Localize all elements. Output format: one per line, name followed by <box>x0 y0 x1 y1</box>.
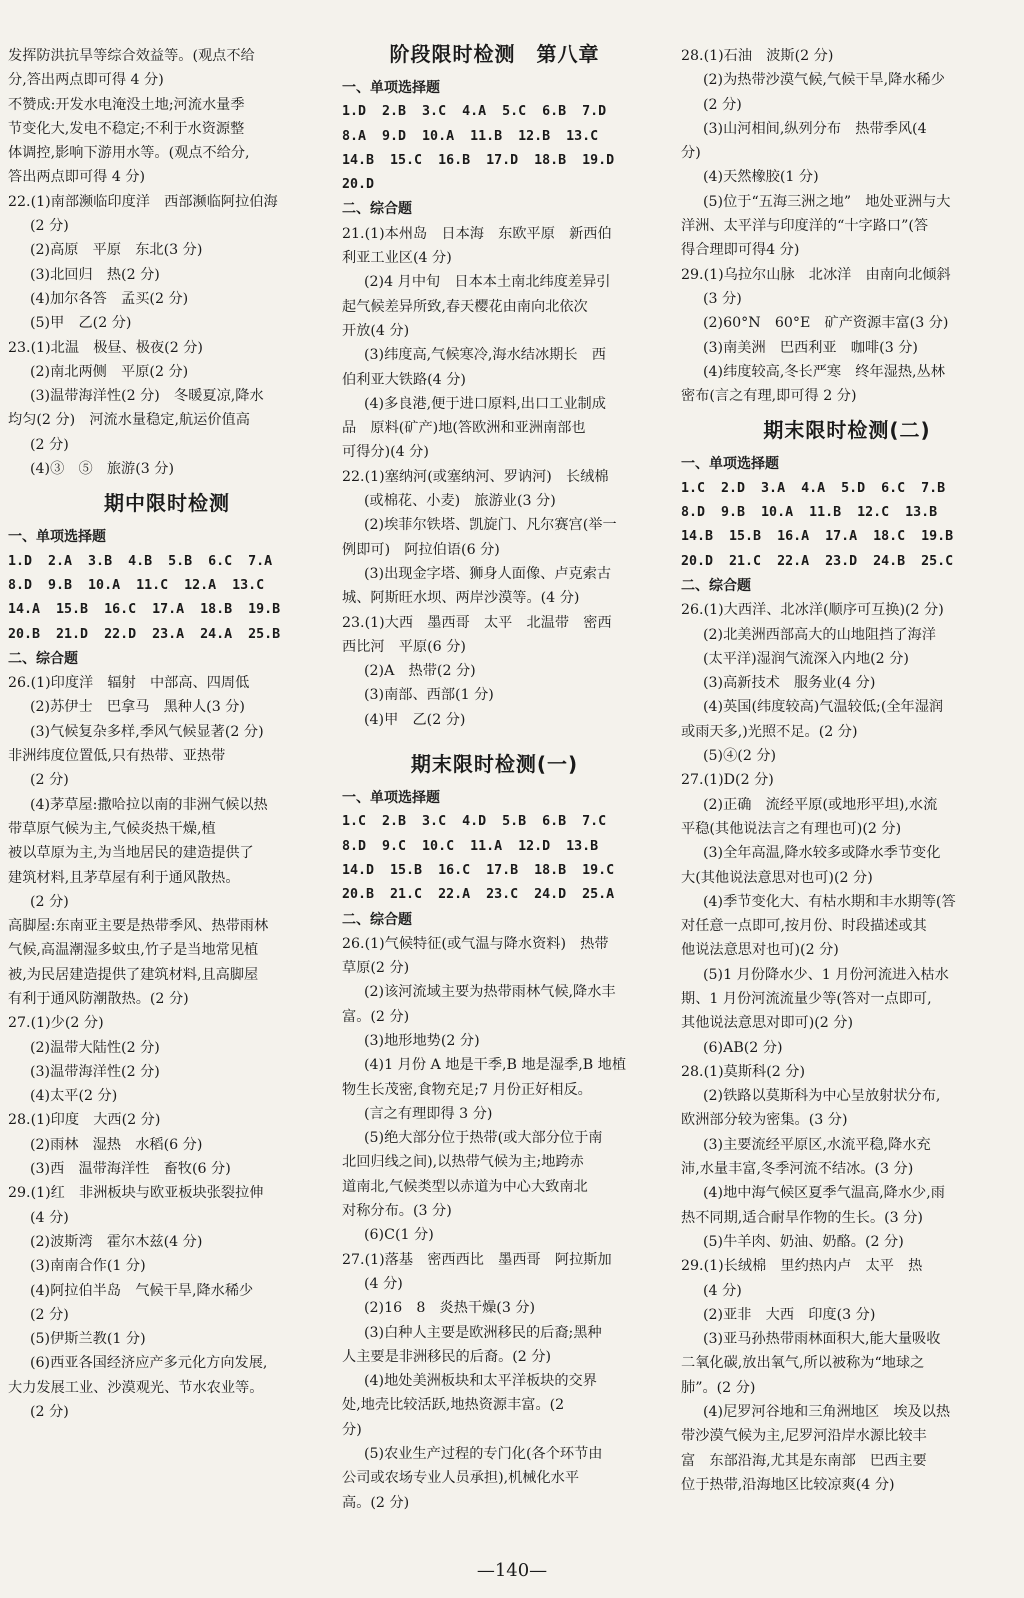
answer-line: (3)高新技术 服务业(4 分) <box>703 675 876 692</box>
answer-line: (4)太平(2 分) <box>30 1088 118 1105</box>
answer-line: (4)地处美洲板块和太平洋板块的交界 <box>364 1373 597 1390</box>
answer-line: (4)加尔各答 孟买(2 分) <box>30 290 189 307</box>
answer-line: 26.(1)大西洋、北冰洋(顺序可互换)(2 分) <box>681 602 944 619</box>
answer-line: 草原(2 分) <box>342 960 410 977</box>
answer-line: (5)1 月份降水少、1 月份河流进入枯水 <box>703 966 949 983</box>
answer-line: 体调控,影响下游用水等。(观点不给分, <box>8 145 250 162</box>
section-title-midterm: 期中限时检测 <box>104 491 230 516</box>
answer-line: (4)季节变化大、有枯水期和丰水期等(答 <box>703 893 956 910</box>
answer-line: 得合理即可得4 分) <box>681 242 800 259</box>
answer-line: (4)阿拉伯半岛 气候干旱,降水稀少 <box>30 1282 254 1299</box>
answer-line: 分) <box>342 1421 362 1438</box>
answer-line: 29.(1)红 非洲板块与欧亚板块张裂拉伸 <box>8 1185 264 1202</box>
answer-line: 或雨天多,)光照不足。(2 分) <box>681 723 858 740</box>
answer-line: 带沙漠气候为主,尼罗河沿岸水源比较丰 <box>681 1428 927 1445</box>
answer-line: 处,地壳比较活跃,地热资源丰富。(2 <box>342 1397 565 1414</box>
answer-line: 均匀(2 分) 河流水量稳定,航运价值高 <box>8 412 250 429</box>
choice-answer-row: 8.A 9.D 10.A 11.B 12.B 13.C <box>342 128 599 144</box>
answer-line: 23.(1)大西 墨西哥 太平 北温带 密西 <box>342 614 612 631</box>
answer-line: (5)农业生产过程的专门化(各个环节由 <box>364 1446 603 1463</box>
answer-line: (2)雨林 湿热 水稻(6 分) <box>30 1136 203 1153</box>
answer-line: 27.(1)D(2 分) <box>681 772 774 789</box>
answer-line: (3)白种人主要是欧洲移民的后裔;黑种 <box>364 1324 602 1341</box>
answer-line: (2 分) <box>703 96 742 113</box>
section-heading-comprehensive: 二、综合题 <box>342 201 412 218</box>
answer-line: (2 分) <box>30 218 69 235</box>
answer-line: (5)④(2 分) <box>703 748 777 765</box>
answers-block <box>8 44 326 481</box>
choice-answer-row: 14.B 15.C 16.B 17.D 18.B 19.D <box>342 152 615 168</box>
answer-line: 29.(1)长绒棉 里约热内卢 太平 热 <box>681 1258 923 1275</box>
answer-line: (2)埃菲尔铁塔、凯旋门、凡尔赛宫(举一 <box>364 517 617 534</box>
answer-line: 公司或农场专业人员承担),机械化水平 <box>342 1470 580 1487</box>
answer-line: 建筑材料,且茅草屋有利于通风散热。 <box>8 869 240 886</box>
answer-line: 27.(1)少(2 分) <box>8 1015 104 1032</box>
page-number: —140— <box>476 1560 548 1581</box>
answer-line: (或棉花、小麦) 旅游业(3 分) <box>364 493 556 510</box>
answer-line: (3)南南合作(1 分) <box>30 1258 146 1275</box>
answers-block <box>681 598 1013 1497</box>
answer-line: (4 分) <box>30 1209 69 1226</box>
answer-line: 人主要是非洲移民的后裔。(2 分) <box>342 1348 552 1365</box>
answer-line: 发挥防洪抗旱等综合效益等。(观点不给 <box>8 48 255 64</box>
column-right <box>681 44 1013 1497</box>
answer-line: (4)甲 乙(2 分) <box>364 711 466 728</box>
answer-line: (2)南北两侧 平原(2 分) <box>30 363 189 380</box>
answer-line: (2)16 8 炎热干燥(3 分) <box>364 1300 536 1317</box>
answer-line: (2)苏伊士 巴拿马 黑种人(3 分) <box>30 699 245 716</box>
choice-answers <box>681 477 1013 574</box>
choice-answer-row: 1.D 2.A 3.B 4.B 5.B 6.C 7.A <box>8 553 273 569</box>
answer-line: 密布(言之有理,即可得 2 分) <box>681 388 857 405</box>
section-heading-comprehensive: 二、综合题 <box>8 650 78 667</box>
answer-line: 气候,高温潮湿多蚊虫,竹子是当地常见植 <box>8 942 259 959</box>
section-heading-comprehensive: 二、综合题 <box>342 911 412 928</box>
answer-line: (4)茅草屋:撒哈拉以南的非洲气候以热 <box>30 796 268 813</box>
answer-line: (2)为热带沙漠气候,气候干旱,降水稀少 <box>703 72 945 89</box>
answer-line: (2)波斯湾 霍尔木兹(4 分) <box>30 1233 203 1250</box>
answer-line: 21.(1)本州岛 日本海 东欧平原 新西伯 <box>342 225 612 242</box>
choice-answer-row: 14.A 15.B 16.C 17.A 18.B 19.B <box>8 602 281 618</box>
choice-answer-row: 1.C 2.D 3.A 4.A 5.D 6.C 7.B <box>681 480 946 496</box>
choice-answer-row: 20.B 21.D 22.D 23.A 24.A 25.B <box>8 626 281 642</box>
answer-line: 被以草原为主,为当地居民的建造提供了 <box>8 845 254 862</box>
answer-line: (言之有理即得 3 分) <box>364 1105 493 1122</box>
answer-line: 答出两点即可得 4 分) <box>8 169 146 186</box>
answers-block <box>342 932 647 1515</box>
answer-line: (2)温带大陆性(2 分) <box>30 1039 160 1056</box>
answer-line: (太平洋)湿润气流深入内地(2 分) <box>703 650 909 667</box>
answer-line: 富。(2 分) <box>342 1008 410 1025</box>
answer-line: 平稳(其他说法言之有理也可)(2 分) <box>681 820 902 837</box>
answer-line: 二氧化碳,放出氧气,所以被称为“地球之 <box>681 1355 925 1372</box>
answer-line: (3)温带海洋性(2 分) <box>30 1063 160 1080</box>
answer-line: 23.(1)北温 极昼、极夜(2 分) <box>8 339 203 356</box>
answer-line: (3)山河相间,纵列分布 热带季风(4 <box>703 120 927 137</box>
answer-line: 带草原气候为主,气候炎热干燥,植 <box>8 820 216 837</box>
answer-line: (3)北回归 热(2 分) <box>30 266 160 283</box>
section-title-final-1: 期末限时检测(一) <box>410 752 579 777</box>
answer-line: (3)南美洲 巴西利亚 咖啡(3 分) <box>703 339 918 356</box>
answer-line: (4)纬度较高,冬长严寒 终年湿热,丛林 <box>703 363 945 380</box>
answers-block <box>342 222 647 732</box>
answer-line: 北回归线之间),以热带气候为主;地跨赤 <box>342 1154 584 1171</box>
answer-line: (2)亚非 大西 印度(3 分) <box>703 1306 876 1323</box>
answer-line: 不赞成:开发水电淹没土地;河流水量季 <box>8 96 245 113</box>
answer-line: (2 分) <box>30 1404 69 1421</box>
answer-line: 道南北,气候类型以赤道为中心大致南北 <box>342 1178 588 1195</box>
answer-line: 开放(4 分) <box>342 322 410 339</box>
answer-line: 其他说法意思对即可)(2 分) <box>681 1015 854 1032</box>
answer-line: 欧洲部分较为密集。(3 分) <box>681 1112 848 1129</box>
answer-line: (2 分) <box>30 893 69 910</box>
section-heading-choice: 一、单项选择题 <box>342 80 440 96</box>
answer-line: (4)③ ⑤ 旅游(3 分) <box>30 461 175 478</box>
answer-line: 大力发展工业、沙漠观光、节水农业等。 <box>8 1379 264 1396</box>
answer-line: 沛,水量丰富,冬季河流不结冰。(3 分) <box>681 1161 914 1178</box>
answer-line: 高。(2 分) <box>342 1494 410 1511</box>
answer-line: (2)该河流域主要为热带雨林气候,降水丰 <box>364 984 616 1001</box>
answer-line: 26.(1)气候特征(或气温与降水资料) 热带 <box>342 935 609 952</box>
answer-line: 对任意一点即可,按月份、时段描述或其 <box>681 918 927 935</box>
section-heading-choice: 一、单项选择题 <box>681 456 779 473</box>
answer-line: 洋洲、太平洋与印度洋的“十字路口”(答 <box>681 218 929 235</box>
choice-answers <box>342 100 647 197</box>
answer-line: 非洲纬度位置低,只有热带、亚热带 <box>8 748 226 765</box>
answer-line: (2)正确 流经平原(或地形平坦),水流 <box>703 796 938 813</box>
answer-line: 位于热带,沿海地区比较凉爽(4 分) <box>681 1476 895 1493</box>
answer-line: (5)伊斯兰教(1 分) <box>30 1331 146 1348</box>
answer-line: (2)高原 平原 东北(3 分) <box>30 242 203 259</box>
answer-line: (4)1 月份 A 地是干季,B 地是湿季,B 地植 <box>364 1057 627 1074</box>
answer-line: (6)西亚各国经济应产多元化方向发展, <box>30 1355 268 1372</box>
choice-answer-row: 14.D 15.B 16.C 17.B 18.B 19.C <box>342 862 615 878</box>
choice-answer-row: 14.B 15.B 16.A 17.A 18.C 19.B <box>681 529 954 545</box>
answer-line: (3)地形地势(2 分) <box>364 1032 480 1049</box>
answer-line: (2 分) <box>30 772 69 789</box>
choice-answer-row: 20.D <box>342 177 375 193</box>
answer-line: (3)亚马孙热带雨林面积大,能大量吸收 <box>703 1331 941 1348</box>
answer-line: (3)温带海洋性(2 分) 冬暖夏凉,降水 <box>30 388 264 405</box>
section-title-final-2: 期末限时检测(二) <box>763 418 931 443</box>
section-heading-choice: 一、单项选择题 <box>342 790 440 807</box>
choice-answer-row: 20.B 21.C 22.A 23.C 24.D 25.A <box>342 887 615 903</box>
answer-line: (5)位于“五海三洲之地” 地处亚洲与大 <box>703 193 951 210</box>
answers-block <box>8 671 326 1424</box>
column-left <box>8 44 326 1424</box>
answer-line: (4)地中海气候区夏季气温高,降水少,雨 <box>703 1185 945 1202</box>
answer-line: (6)AB(2 分) <box>703 1039 783 1056</box>
answer-line: (3)全年高温,降水较多或降水季节变化 <box>703 845 941 862</box>
choice-answer-row: 8.D 9.B 10.A 11.C 12.A 13.C <box>8 577 265 593</box>
answer-line: (3 分) <box>703 290 742 307</box>
choice-answers <box>8 550 326 647</box>
answer-line: (4)英国(纬度较高)气温较低;(全年湿润 <box>703 699 944 716</box>
answer-line: 分,答出两点即可得 4 分) <box>8 72 164 89</box>
section-title-chapter8: 阶段限时检测 第八章 <box>389 42 600 66</box>
choice-answers <box>342 810 647 907</box>
answer-line: (5)甲 乙(2 分) <box>30 315 132 332</box>
answer-line: 品 原料(矿产)地(答欧洲和亚洲南部也 <box>342 420 586 437</box>
choice-answer-row: 1.D 2.B 3.C 4.A 5.C 6.B 7.D <box>342 104 607 120</box>
answer-line: 28.(1)石油 波斯(2 分) <box>681 48 834 64</box>
answer-line: (2 分) <box>30 436 69 453</box>
answer-line: 节变化大,发电不稳定;不利于水资源整 <box>8 120 245 137</box>
answer-line: (2)4 月中旬 日本本土南北纬度差异引 <box>364 274 611 291</box>
section-heading-comprehensive: 二、综合题 <box>681 577 751 594</box>
answer-line: 起气候差异所致,春天樱花由南向北依次 <box>342 298 588 315</box>
answer-line: 28.(1)莫斯科(2 分) <box>681 1063 806 1080</box>
answer-line: 高脚屋:东南亚主要是热带季风、热带雨林 <box>8 918 269 935</box>
choice-answer-row: 8.D 9.B 10.A 11.B 12.C 13.B <box>681 505 938 521</box>
answer-line: (3)纬度高,气候寒冷,海水结冰期长 西 <box>364 347 606 364</box>
answer-line: 22.(1)塞纳河(或塞纳河、罗讷河) 长绒棉 <box>342 468 609 485</box>
answer-line: (2 分) <box>30 1306 69 1323</box>
answer-line: 可得分)(4 分) <box>342 444 429 461</box>
answer-line: 22.(1)南部濒临印度洋 西部濒临阿拉伯海 <box>8 193 278 210</box>
answer-line: 对称分布。(3 分) <box>342 1203 452 1220</box>
answer-line: 富 东部沿海,尤其是东南部 巴西主要 <box>681 1452 927 1469</box>
answer-line: 有利于通风防潮散热。(2 分) <box>8 990 189 1007</box>
answer-line: 被,为民居建造提供了建筑材料,且高脚屋 <box>8 966 259 983</box>
answer-line: (4)天然橡胶(1 分) <box>703 169 819 186</box>
column-middle <box>342 44 647 1515</box>
answer-line: (3)气候复杂多样,季风气候显著(2 分) <box>30 723 264 740</box>
answer-line: 肺”。(2 分) <box>681 1379 756 1396</box>
answer-line: 26.(1)印度洋 辐射 中部高、四周低 <box>8 675 250 692</box>
answers-block <box>681 44 1013 408</box>
answer-line: (4 分) <box>364 1275 403 1292</box>
answer-line: 29.(1)乌拉尔山脉 北冰洋 由南向北倾斜 <box>681 266 951 283</box>
answer-line: 热不同期,适合耐旱作物的生长。(3 分) <box>681 1209 923 1226</box>
answer-line: (4 分) <box>703 1282 742 1299</box>
answer-line: 28.(1)印度 大西(2 分) <box>8 1112 161 1129</box>
answer-line: (3)出现金字塔、狮身人面像、卢克索古 <box>364 565 612 582</box>
choice-answer-row: 20.D 21.C 22.A 23.D 24.B 25.C <box>681 553 954 569</box>
answer-line: 27.(1)落基 密西西比 墨西哥 阿拉斯加 <box>342 1251 612 1268</box>
answer-line: (2)A 热带(2 分) <box>364 663 476 680</box>
section-heading-choice: 一、单项选择题 <box>8 529 106 546</box>
answer-line: 城、阿斯旺水坝、两岸沙漠等。(4 分) <box>342 590 580 607</box>
answer-line: 例即可) 阿拉伯语(6 分) <box>342 541 500 558</box>
answer-line: (3)南部、西部(1 分) <box>364 687 494 704</box>
answer-line: (4)尼罗河谷地和三角洲地区 埃及以热 <box>703 1404 951 1421</box>
answer-line: (3)主要流经平原区,水流平稳,降水充 <box>703 1136 931 1153</box>
answer-line: 大(其他说法意思对也可)(2 分) <box>681 869 873 886</box>
answer-line: 伯利亚大铁路(4 分) <box>342 371 466 388</box>
answer-line: (2)60°N 60°E 矿产资源丰富(3 分) <box>703 315 949 332</box>
answer-line: 分) <box>681 145 701 162</box>
choice-answer-row: 8.D 9.C 10.C 11.A 12.D 13.B <box>342 838 599 854</box>
answer-line: 物生长茂密,食物充足;7 月份正好相反。 <box>342 1081 592 1098</box>
choice-answer-row: 1.C 2.B 3.C 4.D 5.B 6.B 7.C <box>342 814 607 830</box>
answer-line: (2)铁路以莫斯科为中心呈放射状分布, <box>703 1088 941 1105</box>
answer-line: 利亚工业区(4 分) <box>342 250 452 267</box>
answer-line: (4)多良港,便于进口原料,出口工业制成 <box>364 395 606 412</box>
answer-line: 期、1 月份河流流量少等(答对一点即可, <box>681 990 932 1007</box>
answer-line: (5)绝大部分位于热带(或大部分位于南 <box>364 1130 603 1147</box>
answer-line: (6)C(1 分) <box>364 1227 434 1244</box>
answer-line: (3)西 温带海洋性 畜牧(6 分) <box>30 1161 231 1178</box>
answer-line: 他说法意思对也可)(2 分) <box>681 942 839 959</box>
answer-line: (5)牛羊肉、奶油、奶酪。(2 分) <box>703 1233 904 1250</box>
answer-line: 西比河 平原(6 分) <box>342 638 466 655</box>
answer-line: (2)北美洲西部高大的山地阻挡了海洋 <box>703 626 936 643</box>
